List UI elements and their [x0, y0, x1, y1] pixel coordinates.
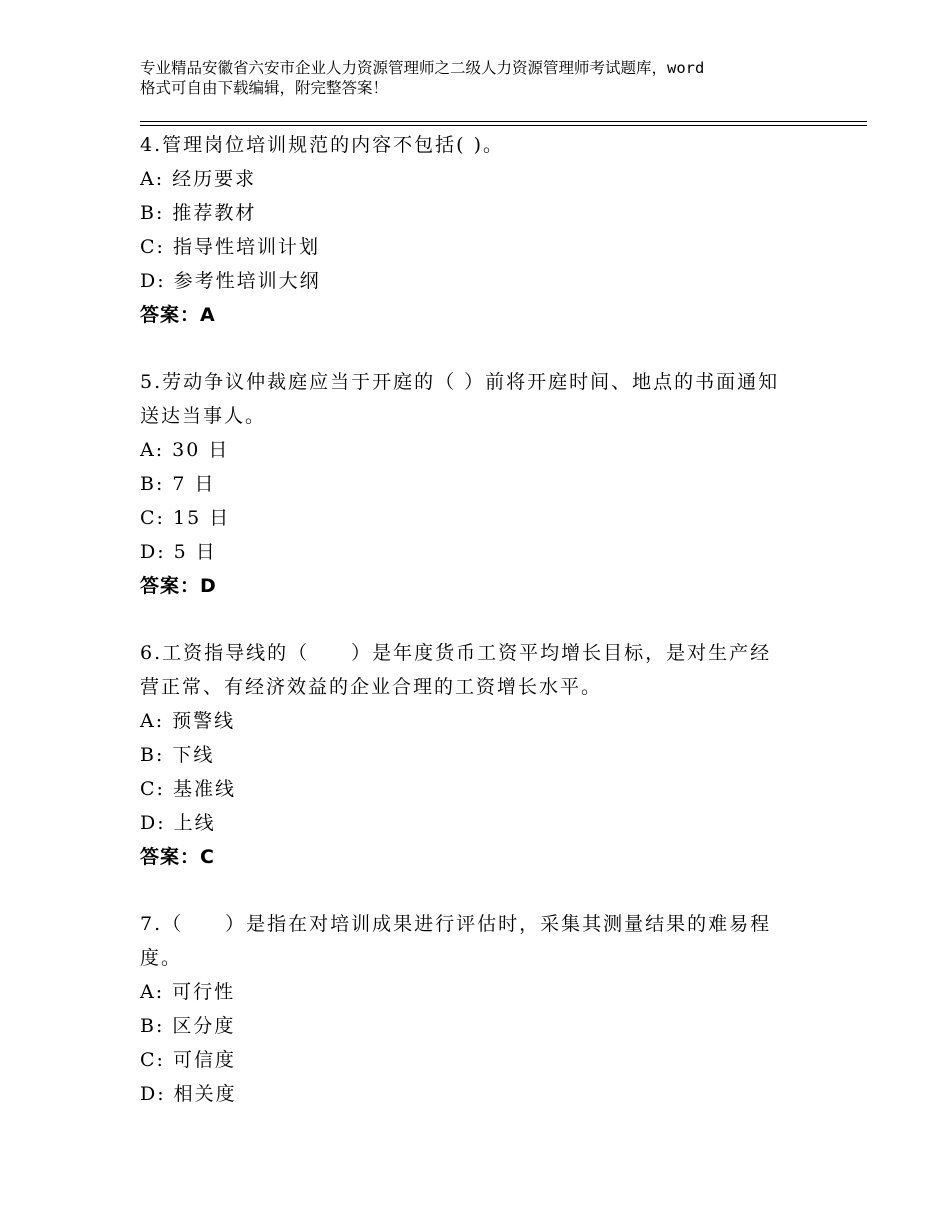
- question-text: 7.（ ）是指在对培训成果进行评估时，采集其测量结果的难易程: [140, 913, 772, 935]
- option-d: D: 5 日: [140, 541, 217, 563]
- question-text-continued: 营正常、有经济效益的企业合理的工资增长水平。: [140, 676, 603, 698]
- question-text: 5.劳动争议仲裁庭应当于开庭的（ ）前将开庭时间、地点的书面通知: [140, 371, 780, 393]
- question-text: 4.管理岗位培训规范的内容不包括( )。: [140, 134, 504, 156]
- option-a: A: 经历要求: [140, 168, 257, 190]
- document-header: [140, 58, 840, 98]
- header-title-line-2: 格式可自由下载编辑，附完整答案！: [140, 79, 389, 97]
- option-a: A: 可行性: [140, 981, 236, 1003]
- option-d: D: 参考性培训大纲: [140, 270, 321, 292]
- question-6: [140, 636, 860, 874]
- answer-label: 答案：D: [140, 575, 217, 597]
- header-title-line-1: 专业精品安徽省六安市企业人力资源管理师之二级人力资源管理师考试题库，word: [140, 59, 705, 77]
- option-a: A: 预警线: [140, 710, 236, 732]
- question-4: [140, 128, 860, 332]
- option-d: D: 上线: [140, 812, 216, 834]
- option-a: A: 30 日: [140, 439, 230, 461]
- option-d: D: 相关度: [140, 1083, 237, 1105]
- option-c: C: 基准线: [140, 778, 236, 800]
- option-b: B: 区分度: [140, 1015, 236, 1037]
- answer-label: 答案：C: [140, 846, 215, 868]
- question-text: 6.工资指导线的（ ）是年度货币工资平均增长目标，是对生产经: [140, 642, 772, 664]
- header-divider: [140, 121, 867, 126]
- option-c: C: 指导性培训计划: [140, 236, 320, 258]
- question-text-continued: 度。: [140, 947, 183, 969]
- option-c: C: 可信度: [140, 1049, 236, 1071]
- question-7: [140, 907, 860, 1111]
- answer-label: 答案：A: [140, 304, 216, 326]
- question-text-continued: 送达当事人。: [140, 405, 267, 427]
- question-list: [140, 128, 860, 1111]
- option-b: B: 推荐教材: [140, 202, 257, 224]
- question-5: [140, 365, 860, 603]
- option-c: C: 15 日: [140, 507, 231, 529]
- option-b: B: 下线: [140, 744, 215, 766]
- option-b: B: 7 日: [140, 473, 216, 495]
